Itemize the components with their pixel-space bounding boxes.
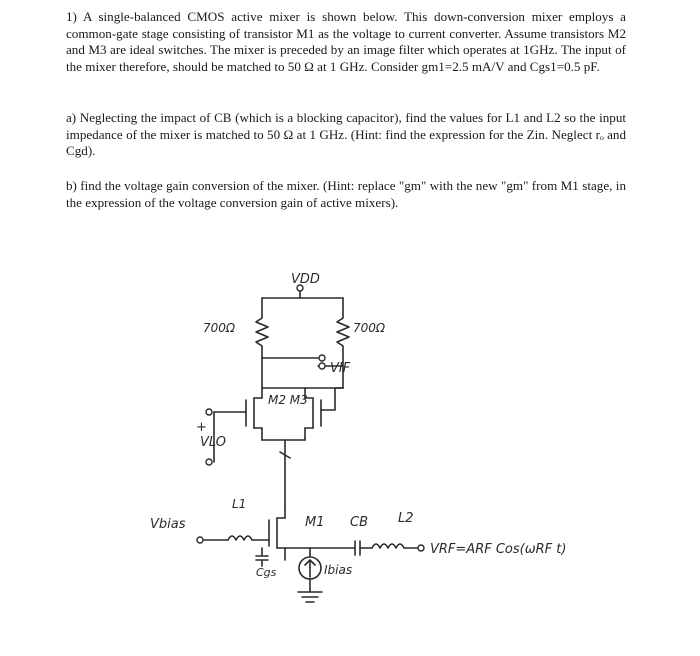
- vif-label: VIF: [330, 361, 351, 376]
- cgs-label: Cgs: [256, 566, 277, 579]
- ibias-arrow: [305, 560, 315, 577]
- m3-gate-lead: [321, 388, 343, 410]
- vdd-label: VDD: [291, 272, 320, 287]
- vlo-label: VLO: [200, 435, 226, 450]
- m1-body: [277, 518, 285, 548]
- vrf-terminal: [418, 545, 424, 551]
- vif-terminal-top: [319, 355, 325, 361]
- r-right-label: 700Ω: [353, 321, 386, 335]
- l2-label: L2: [398, 511, 414, 526]
- inductor-l2: [372, 544, 418, 548]
- vrf-label: VRF=ARF Cos(ωRF t): [430, 542, 567, 557]
- cb-label: CB: [350, 515, 368, 530]
- m1-label: M1: [305, 515, 325, 530]
- vif-terminal-bottom: [319, 363, 325, 369]
- ground: [298, 592, 322, 602]
- problem-intro-text: 1) A single-balanced CMOS active mixer is shown below. This down-conversion mixer employs a common-gate stage consisting of transistor M1 as the voltage to current converter. Assume transistors M2 and M3 are ideal switches. The mixer is preceded by an image filter which operates at 1GHz. The input of the mixer therefore, should be matched to 50 Ω at 1 GHz. Consider gm1=2.5 mA/V and Cgs1=0.5 pF.: [66, 9, 626, 74]
- problem-part-b-text: b) find the voltage gain conversion of the mixer. (Hint: replace "gm" with the new "gm" from M1 stage, in the expression of the voltage conversion gain of active mixers).: [66, 178, 626, 210]
- m2-m3-label: M2 M3: [268, 393, 308, 407]
- resistor-left: [256, 298, 268, 388]
- m2-body: [254, 398, 262, 428]
- cgs-cap: [256, 548, 268, 566]
- vbias-terminal: [197, 537, 203, 543]
- vlo-plus-label: +: [196, 420, 207, 435]
- vlo-terminal-top: [206, 409, 212, 415]
- ibias-label: Ibias: [324, 563, 353, 577]
- problem-part-a-text: a) Neglecting the impact of CB (which is a blocking capacitor), find the values for L1 and L2 so the input impedance of the mixer is matched to 50 Ω at 1 GHz. (Hint: find the expression for the Zin. Neglect rₒ and Cgd).: [66, 110, 626, 159]
- l1-label: L1: [232, 497, 247, 511]
- vbias-label: Vbias: [150, 517, 186, 532]
- inductor-l1: [228, 536, 269, 540]
- vlo-terminal-bottom: [206, 459, 212, 465]
- r-left-label: 700Ω: [203, 321, 236, 335]
